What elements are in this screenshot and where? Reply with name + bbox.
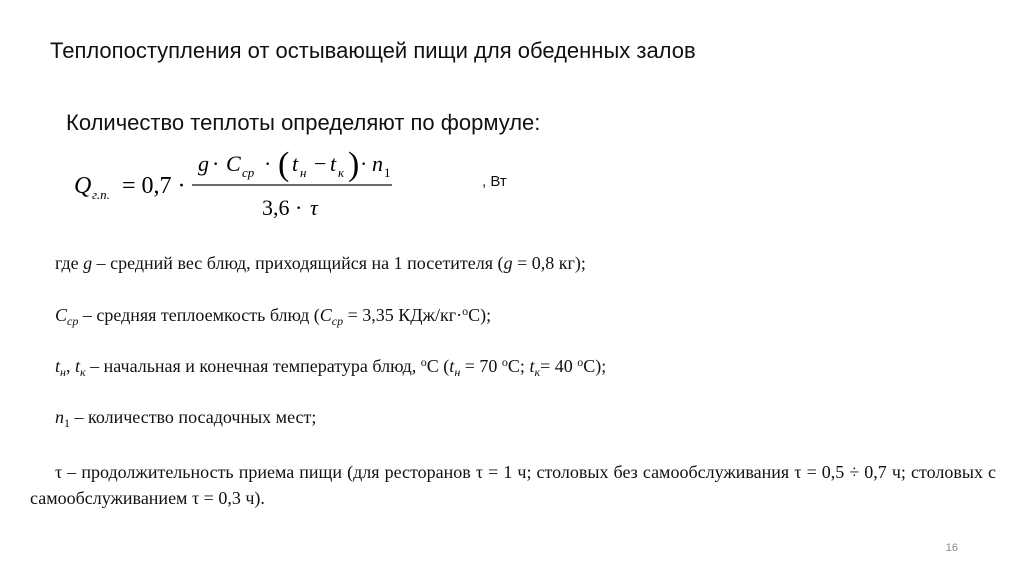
formula-t2: t (330, 151, 337, 176)
formula-c: C (226, 151, 241, 176)
definition-c: $С_{ср}$ – средняя теплоемкость блюд ($С_{ср} = 3,35$ КДж/кг·$^о$С); (55, 304, 492, 328)
formula-c-sub: ср (242, 165, 255, 180)
definition-g: где g – средний вес блюд, приходящийся на 1 посетителя (g = 0,8 кг); (55, 253, 586, 273)
intro-text: Количество теплоты определяют по формуле: (66, 110, 541, 135)
formula-t1: t (292, 151, 299, 176)
formula-denominator: 3,6 · (262, 195, 303, 220)
formula-paren-close: ) (348, 146, 360, 183)
definition-tau: τ – продолжительность приема пищи (для ресторанов τ = 1 ч; столовых без самообслуживания τ = 0,5 ÷ 0,7 ч; столовых с самообслуживанием τ = 0,3 ч). (30, 462, 996, 508)
definition-t: $t_н$, $t_к$ – начальная и конечная температура блюд, $^о$С ($t_н = 70$ $^о$С; $t_к= 40$ $^о$С); (55, 355, 607, 379)
formula-paren-open: ( (278, 146, 290, 183)
formula-g: g (198, 151, 209, 176)
slide-title: Теплопоступления от остывающей пищи для обеденных залов (50, 38, 696, 63)
formula-n: n (372, 151, 383, 176)
definition-n: $n_1$ – количество посадочных мест; (55, 407, 317, 430)
formula-tau: τ (310, 195, 318, 220)
formula-n-sub: 1 (384, 165, 391, 180)
unit-label: , Вт (482, 173, 507, 190)
formula-t2-sub: к (338, 165, 345, 180)
formula-dot-3: · (360, 151, 368, 176)
formula-dot-2: · (264, 151, 272, 176)
formula-coefficient: = 0,7 · (122, 173, 186, 199)
formula-lhs: Q (74, 173, 92, 199)
formula-t1-sub: н (300, 165, 307, 180)
formula-lhs-sub: г.п. (92, 187, 110, 202)
heat-formula (60, 145, 420, 225)
formula-dot-1: · (212, 151, 220, 176)
page-number: 16 (945, 542, 958, 554)
formula-minus: − (314, 151, 327, 176)
